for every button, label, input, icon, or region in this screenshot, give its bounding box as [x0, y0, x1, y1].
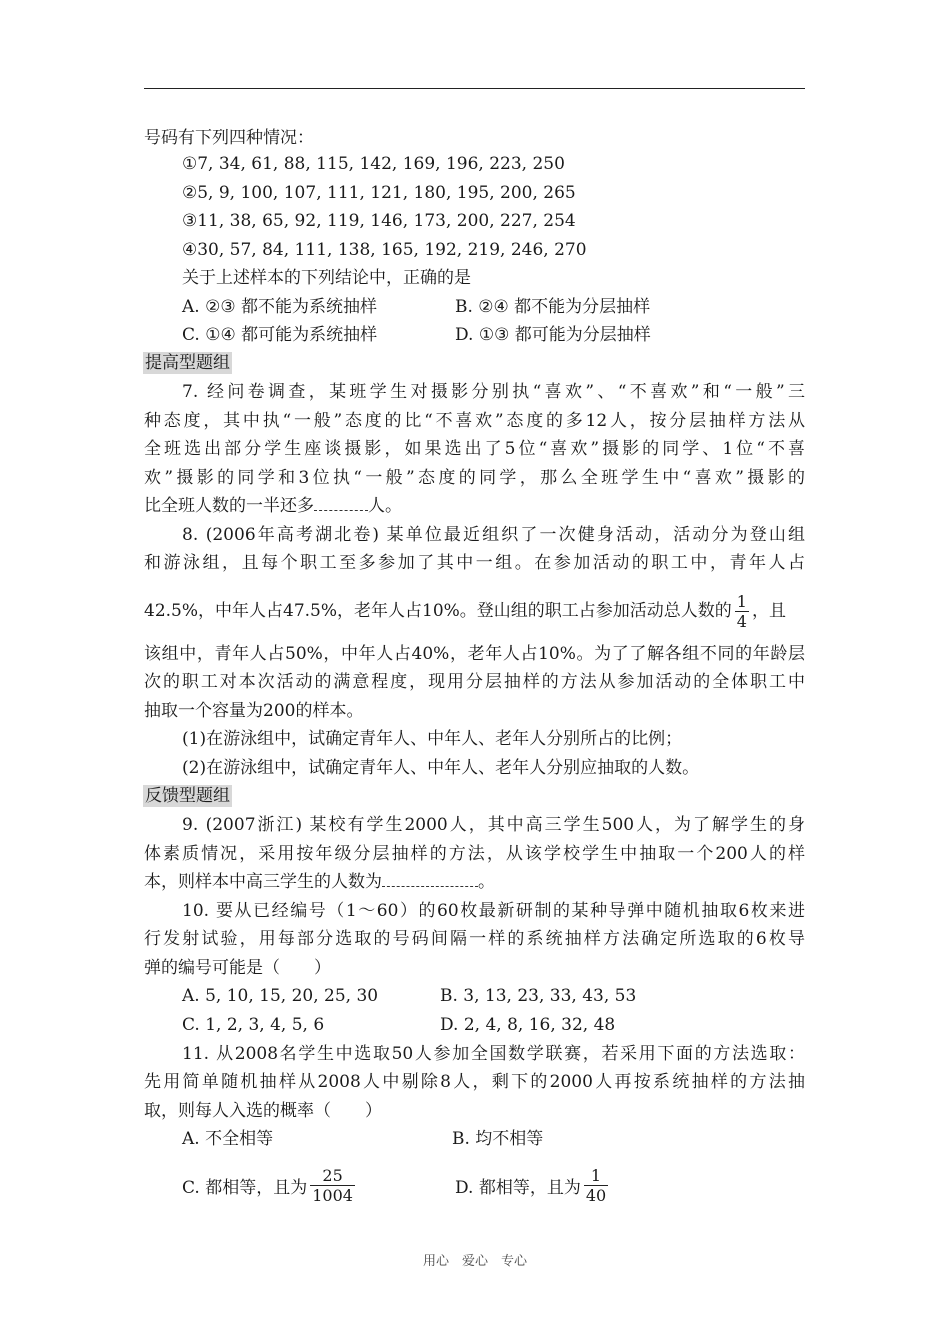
- q8-line-3-end: ，且: [751, 601, 786, 621]
- q8-line-2: 和游泳组，且每个职工至多参加了其中一组。在参加活动的职工中，青年人占: [144, 553, 805, 573]
- q11-choice-d-denominator: 40: [585, 1185, 607, 1205]
- q7-line-5-end: 人。: [368, 496, 402, 516]
- q11-line-2: 先用简单随机抽样从2008人中剔除8人，剩下的2000人再按系统抽样的方法抽: [144, 1072, 805, 1092]
- q9-answer-blank[interactable]: [382, 872, 478, 887]
- q11-choice-d-numerator: 1: [590, 1165, 602, 1185]
- q6-option-2: ②5, 9, 100, 107, 111, 121, 180, 195, 200, 265: [182, 183, 576, 203]
- q7-line-3: 全班选出部分学生座谈摄影，如果选出了5位“喜欢”摄影的同学、1位“不喜: [144, 439, 805, 459]
- q6-choice-c: C. ①④ 都可能为系统抽样: [182, 325, 378, 345]
- q8-sub-question-2: (2)在游泳组中，试确定青年人、中年人、老年人分别应抽取的人数。: [182, 758, 700, 778]
- q7-answer-blank[interactable]: [314, 496, 368, 511]
- q11-choice-d-text: D. 都相等，且为: [455, 1177, 581, 1198]
- q10-choice-b: B. 3, 13, 23, 33, 43, 53: [440, 986, 637, 1006]
- q7-line-5: [144, 495, 805, 517]
- q8-sub-question-1: (1)在游泳组中，试确定青年人、中年人、老年人分别所占的比例；: [182, 729, 683, 749]
- q11-choice-c-fraction: [310, 1166, 355, 1205]
- q11-choice-d: [455, 1160, 611, 1210]
- q9-line-3: [144, 871, 805, 893]
- q11-choice-c: [182, 1160, 358, 1210]
- q11-choice-b: B. 均不相等: [452, 1129, 544, 1149]
- q8-line-6: 抽取一个容量为200的样本。: [144, 701, 364, 721]
- q11-choice-c-denominator: 1004: [312, 1185, 353, 1205]
- section-heading-improve: [143, 352, 804, 374]
- q6-option-1: ①7, 34, 61, 88, 115, 142, 169, 196, 223, 250: [182, 154, 565, 174]
- page-footer: 用心 爱心 专心: [422, 1254, 527, 1269]
- q11-line-1: 11. 从2008名学生中选取50人参加全国数学联赛，若采用下面的方法选取：: [182, 1044, 805, 1064]
- q9-line-3-text: 本，则样本中高三学生的人数为: [144, 872, 382, 892]
- q8-fraction: [735, 592, 749, 631]
- section-heading-feedback-label: 反馈型题组: [145, 786, 230, 806]
- q10-choice-a: A. 5, 10, 15, 20, 25, 30: [182, 986, 379, 1006]
- q11-choice-c-numerator: 25: [322, 1165, 343, 1185]
- q6-option-3: ③11, 38, 65, 92, 119, 146, 173, 200, 227, 254: [182, 211, 576, 231]
- q8-fraction-denominator: 4: [736, 611, 747, 631]
- q7-line-2: 种态度，其中执“一般”态度的比“不喜欢”态度的多12人，按分层抽样方法从: [144, 411, 805, 431]
- q8-line-3-text: 42.5%，中年人占47.5%，老年人占10%。登山组的职工占参加活动总人数的: [144, 601, 732, 621]
- q8-line-3: [144, 588, 805, 634]
- q9-line-3-end: 。: [478, 872, 495, 892]
- q6-option-4: ④30, 57, 84, 111, 138, 165, 192, 219, 246, 270: [182, 240, 587, 260]
- q9-line-1: 9. (2007浙江) 某校有学生2000人，其中高三学生500人，为了解学生的身: [182, 815, 805, 835]
- q6-question: 关于上述样本的下列结论中，正确的是: [182, 268, 471, 288]
- q6-choice-d: D. ①③ 都可能为分层抽样: [455, 325, 651, 345]
- q8-fraction-numerator: 1: [736, 591, 747, 611]
- section-heading-feedback: [143, 785, 804, 807]
- q7-line-1: 7. 经问卷调查，某班学生对摄影分别执“喜欢”、“不喜欢”和“一般”三: [182, 382, 805, 402]
- q6-intro: 号码有下列四种情况：: [144, 128, 314, 148]
- q11-choice-a: A. 不全相等: [182, 1129, 274, 1149]
- q11-choice-d-fraction: [584, 1166, 608, 1205]
- q8-line-4: 该组中，青年人占50%，中年人占40%，老年人占10%。为了了解各组不同的年龄层: [144, 644, 805, 664]
- q10-line-3: 弹的编号可能是（ ）: [144, 958, 331, 978]
- q10-line-2: 行发射试验，用每部分选取的号码间隔一样的系统抽样方法确定所选取的6枚导: [144, 929, 805, 949]
- q10-choice-d: D. 2, 4, 8, 16, 32, 48: [440, 1015, 616, 1035]
- q9-line-2: 体素质情况，采用按年级分层抽样的方法，从该学校学生中抽取一个200人的样: [144, 844, 805, 864]
- q8-line-1: 8. (2006年高考湖北卷) 某单位最近组织了一次健身活动，活动分为登山组: [182, 525, 805, 545]
- q11-choice-c-text: C. 都相等，且为: [182, 1177, 308, 1198]
- q7-line-5-text: 比全班人数的一半还多: [144, 496, 314, 516]
- q6-choice-b: B. ②④ 都不能为分层抽样: [455, 297, 651, 317]
- header-rule: [144, 88, 805, 89]
- q6-choice-a: A. ②③ 都不能为系统抽样: [182, 297, 377, 317]
- q8-line-5: 次的职工对本次活动的满意程度，现用分层抽样的方法从参加活动的全体职工中: [144, 672, 805, 692]
- q10-line-1: 10. 要从已经编号（1～60）的60枚最新研制的某种导弹中随机抽取6枚来进: [182, 901, 805, 921]
- section-heading-improve-label: 提高型题组: [145, 353, 230, 373]
- q7-line-4: 欢”摄影的同学和3位执“一般”态度的同学，那么全班学生中“喜欢”摄影的: [144, 468, 805, 488]
- q10-choice-c: C. 1, 2, 3, 4, 5, 6: [182, 1015, 325, 1035]
- q11-line-3: 取，则每人入选的概率（ ）: [144, 1101, 382, 1121]
